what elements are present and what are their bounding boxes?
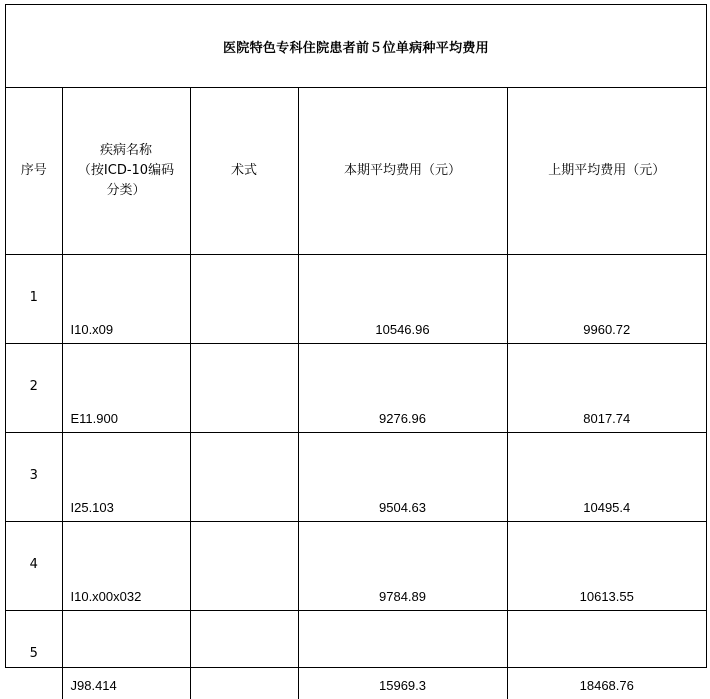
row-seq: 4 [6,522,62,611]
fee-table-frame [5,4,707,668]
row-seq: 2 [6,344,62,433]
fee-table [6,88,706,699]
row-procedure [190,611,298,699]
header-disease-line1: 疾病名称 [63,141,190,161]
row-current-fee: 10546.96 [298,255,507,344]
row-previous-fee: 10613.55 [507,522,706,611]
row-previous-fee: 10495.4 [507,433,706,522]
row-procedure [190,255,298,344]
table-row [6,344,706,433]
row-seq: 3 [6,433,62,522]
header-procedure-label: 术式 [231,163,257,178]
row-disease-code: E11.900 [62,344,190,433]
header-disease-line2: （按ICD-10编码 [63,161,190,181]
header-current-fee [298,88,507,255]
table-row [6,433,706,522]
row-disease-code: I25.103 [62,433,190,522]
header-disease-line3: 分类） [63,181,190,201]
row-disease-code: J98.414 [62,611,190,699]
row-seq: 5 [6,611,62,699]
table-title: 医院特色专科住院患者前５位单病种平均费用 [223,37,489,56]
row-current-fee: 9504.63 [298,433,507,522]
header-seq-label: 序号 [21,163,47,178]
title-row [6,5,706,88]
header-previous-label: 上期平均费用（元） [548,163,665,178]
table-row [6,522,706,611]
header-disease [62,88,190,255]
row-current-fee: 15969.3 [298,611,507,699]
header-row [6,88,706,255]
header-current-label: 本期平均费用（元） [344,163,461,178]
row-current-fee: 9784.89 [298,522,507,611]
row-procedure [190,522,298,611]
row-disease-code: I10.x09 [62,255,190,344]
row-disease-code: I10.x00x032 [62,522,190,611]
row-procedure [190,344,298,433]
row-current-fee: 9276.96 [298,344,507,433]
row-previous-fee: 9960.72 [507,255,706,344]
table-row [6,611,706,699]
row-procedure [190,433,298,522]
header-seq [6,88,62,255]
row-previous-fee: 18468.76 [507,611,706,699]
row-seq: 1 [6,255,62,344]
header-procedure [190,88,298,255]
header-previous-fee [507,88,706,255]
row-previous-fee: 8017.74 [507,344,706,433]
table-row [6,255,706,344]
